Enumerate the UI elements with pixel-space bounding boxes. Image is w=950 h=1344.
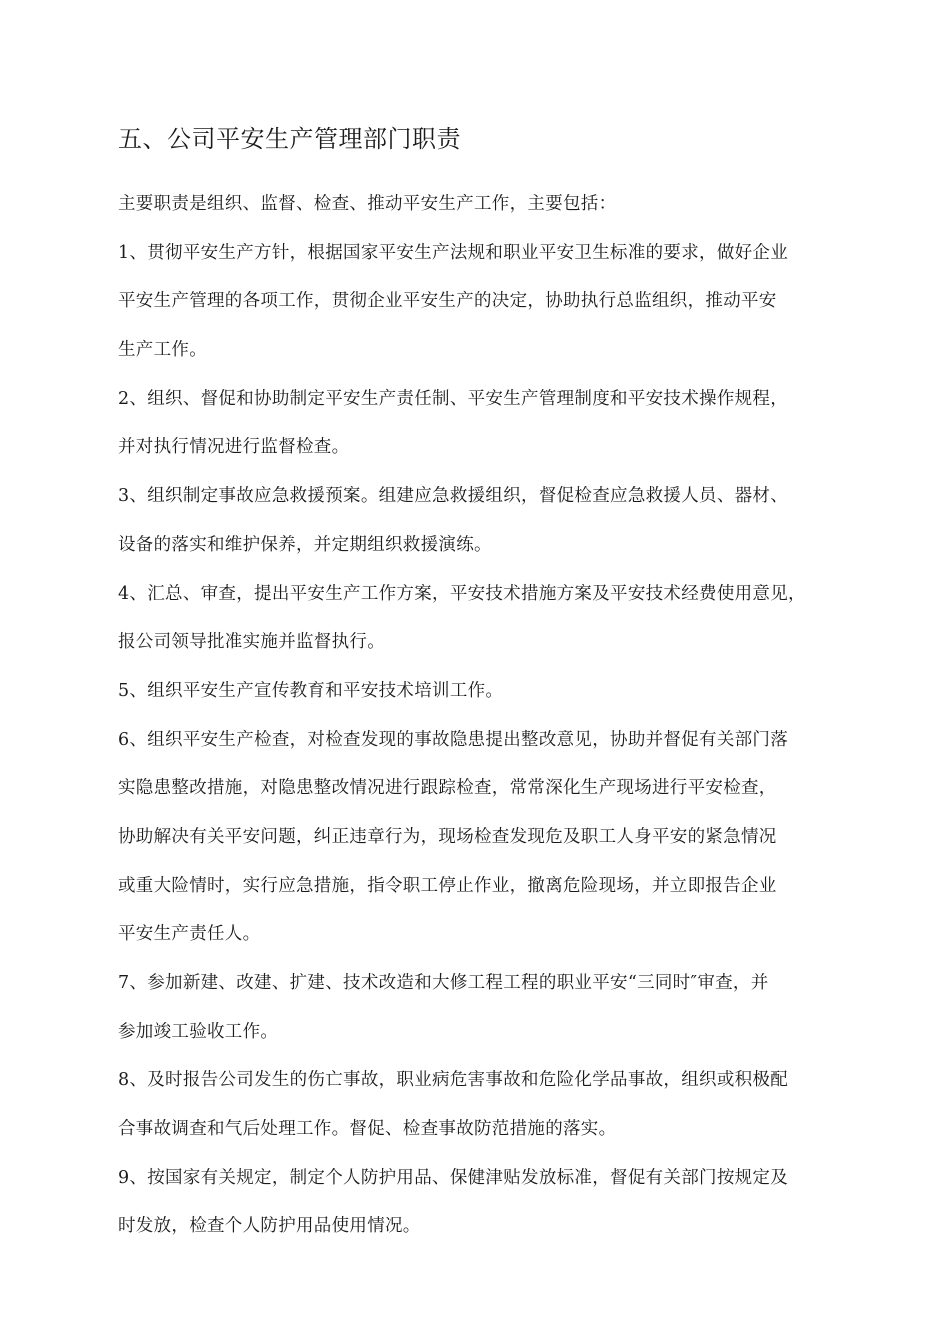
text-line: 实隐患整改措施，对隐患整改情况进行跟踪检查，常常深化生产现场进行平安检查， bbox=[118, 778, 777, 799]
text-line: 9、按国家有关规定，制定个人防护用品、保健津贴发放标准，督促有关部门按规定及 bbox=[118, 1167, 789, 1188]
text-line: 8、及时报告公司发生的伤亡事故，职业病危害事故和危险化学品事故，组织或积极配 bbox=[118, 1070, 789, 1091]
text-line: 2、组织、督促和协助制定平安生产责任制、平安生产管理制度和平安技术操作规程， bbox=[118, 388, 789, 409]
text-line: 报公司领导批准实施并监督执行。 bbox=[118, 632, 385, 653]
text-line: 平安生产管理的各项工作，贯彻企业平安生产的决定，协助执行总监组织，推动平安 bbox=[118, 291, 777, 312]
text-line: 1、贯彻平安生产方针，根据国家平安生产法规和职业平安卫生标准的要求，做好企业 bbox=[118, 242, 789, 263]
text-line: 3、组织制定事故应急救援预案。组建应急救援组织，督促检查应急救援人员、器材、 bbox=[118, 486, 789, 507]
text-line: 或重大险情时，实行应急措施，指令职工停止作业，撤离危险现场，并立即报告企业 bbox=[118, 875, 777, 896]
section-heading: 五、公司平安生产管理部门职责 bbox=[118, 125, 461, 153]
text-line: 参加竣工验收工作。 bbox=[118, 1021, 279, 1042]
text-line: 主要职责是组织、监督、检查、推动平安生产工作，主要包括： bbox=[118, 194, 617, 214]
text-line: 7、参加新建、改建、扩建、技术改造和大修工程工程的职业平安“三同时″审查，并 bbox=[118, 973, 769, 993]
text-line: 平安生产责任人。 bbox=[118, 924, 261, 945]
text-line: 时发放，检查个人防护用品使用情况。 bbox=[118, 1216, 421, 1237]
text-line: 协助解决有关平安问题，纠正违章行为，现场检查发现危及职工人身平安的紧急情况 bbox=[118, 826, 777, 847]
text-line: 4、汇总、审查，提出平安生产工作方案，平安技术措施方案及平安技术经费使用意见， bbox=[118, 583, 806, 604]
body-text bbox=[118, 187, 853, 1258]
text-line: 生产工作。 bbox=[118, 340, 207, 361]
text-line: 并对执行情况进行监督检查。 bbox=[118, 437, 350, 458]
text-line: 合事故调查和气后处理工作。督促、检查事故防范措施的落实。 bbox=[118, 1119, 617, 1140]
text-line: 5、组织平安生产宣传教育和平安技术培训工作。 bbox=[118, 680, 504, 701]
text-line: 6、组织平安生产检查，对检查发现的事故隐患提出整改意见，协助并督促有关部门落 bbox=[118, 729, 789, 750]
text-line: 设备的落实和维护保养，并定期组织救援演练。 bbox=[118, 534, 492, 555]
